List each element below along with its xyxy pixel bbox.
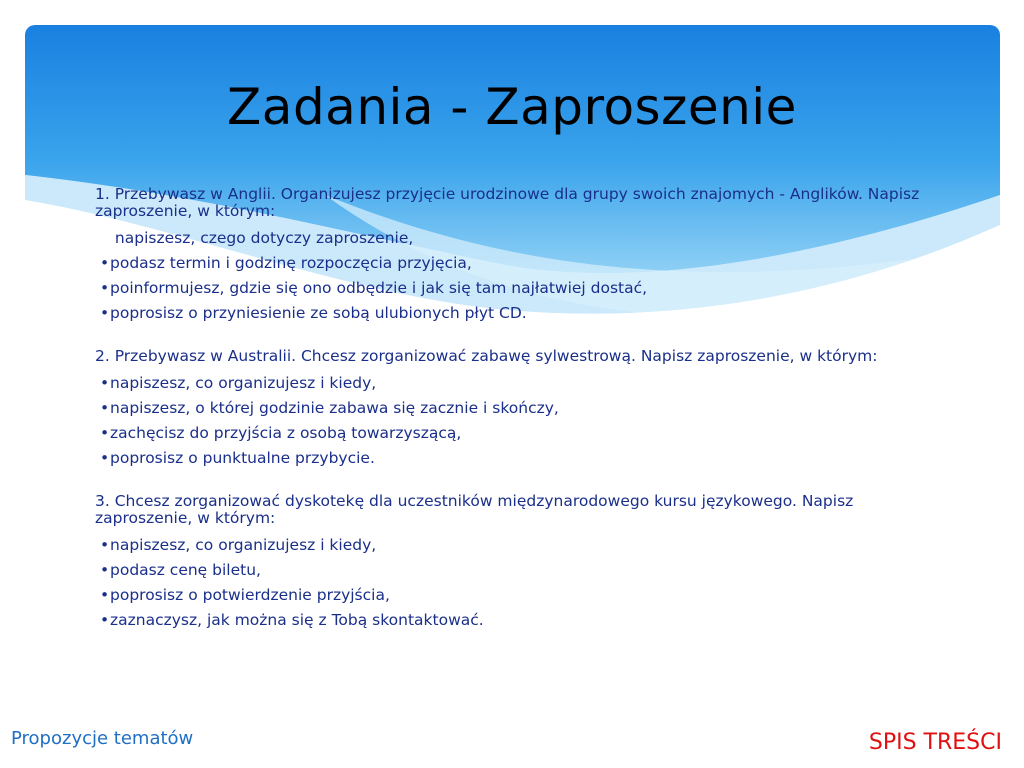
task-intro: 2. Przebywasz w Australii. Chcesz zorganizować zabawę sylwestrową. Napisz zaproszenie, w którym: bbox=[95, 347, 878, 365]
bullet-icon: • bbox=[100, 611, 110, 629]
propozycje-tematow-link[interactable]: Propozycje tematów bbox=[11, 728, 194, 749]
list-item-text: napiszesz, co organizujesz i kiedy, bbox=[110, 536, 377, 554]
bullet-icon: • bbox=[100, 374, 110, 392]
tasks-content bbox=[95, 186, 945, 655]
list-item bbox=[95, 396, 945, 421]
bullet-icon: • bbox=[100, 279, 110, 297]
list-item-text: poprosisz o potwierdzenie przyjścia, bbox=[110, 586, 390, 604]
list-item-text: napiszesz, czego dotyczy zaproszenie, bbox=[110, 229, 414, 247]
bullet-icon: • bbox=[100, 304, 110, 322]
list-item bbox=[95, 533, 945, 558]
list-item bbox=[95, 301, 945, 326]
list-item-text: napiszesz, o której godzinie zabawa się zacznie i skończy, bbox=[110, 399, 559, 417]
task-3 bbox=[95, 493, 945, 633]
list-item bbox=[95, 608, 945, 633]
bullet-icon: • bbox=[100, 536, 110, 554]
bullet-icon: • bbox=[100, 449, 110, 467]
list-item bbox=[95, 251, 945, 276]
slide-title: Zadania - Zaproszenie bbox=[227, 78, 797, 136]
list-item-text: poprosisz o punktualne przybycie. bbox=[110, 449, 375, 467]
list-item bbox=[95, 421, 945, 446]
bullet-icon: • bbox=[100, 399, 110, 417]
list-item-text: napiszesz, co organizujesz i kiedy, bbox=[110, 374, 377, 392]
task-1 bbox=[95, 186, 945, 326]
task-requirements-list bbox=[95, 226, 945, 326]
list-item bbox=[95, 558, 945, 583]
list-item-text: podasz cenę biletu, bbox=[110, 561, 261, 579]
list-item-text: poinformujesz, gdzie się ono odbędzie i jak się tam najłatwiej dostać, bbox=[110, 279, 648, 297]
list-item bbox=[95, 226, 945, 251]
bullet-icon: • bbox=[100, 586, 110, 604]
spis-tresci-link[interactable]: SPIS TREŚCI bbox=[868, 730, 1002, 755]
list-item-text: poprosisz o przyniesienie ze sobą ulubionych płyt CD. bbox=[110, 304, 527, 322]
list-item-text: podasz termin i godzinę rozpoczęcia przyjęcia, bbox=[110, 254, 472, 272]
list-item bbox=[95, 583, 945, 608]
task-requirements-list bbox=[95, 533, 945, 633]
task-2 bbox=[95, 348, 945, 471]
list-item bbox=[95, 371, 945, 396]
list-item bbox=[95, 446, 945, 471]
bullet-icon: • bbox=[100, 424, 110, 442]
task-intro: 1. Przebywasz w Anglii. Organizujesz przyjęcie urodzinowe dla grupy swoich znajomych - Anglików. Napisz zaproszenie, w którym: bbox=[95, 185, 920, 220]
task-requirements-list bbox=[95, 371, 945, 471]
list-item-text: zachęcisz do przyjścia z osobą towarzyszącą, bbox=[110, 424, 462, 442]
bullet-icon: • bbox=[100, 561, 110, 579]
list-item-text: zaznaczysz, jak można się z Tobą skontaktować. bbox=[110, 611, 484, 629]
list-item bbox=[95, 276, 945, 301]
bullet-icon: • bbox=[100, 254, 110, 272]
task-intro: 3. Chcesz zorganizować dyskotekę dla uczestników międzynarodowego kursu językowego. Napisz zaproszenie, w którym: bbox=[95, 492, 854, 527]
